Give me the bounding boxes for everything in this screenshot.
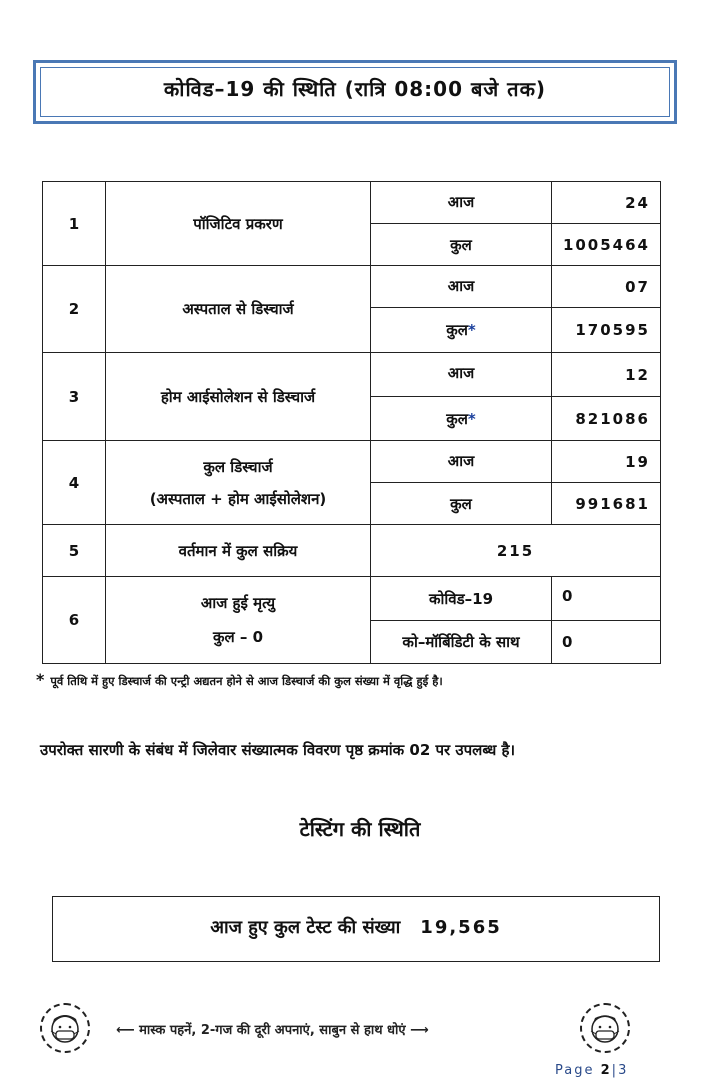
table-row (43, 441, 661, 483)
total-label-cell (371, 308, 552, 353)
page-prefix: Page (555, 1063, 595, 1078)
today-label: आज (371, 266, 552, 308)
table-row (43, 182, 661, 224)
page-current: 2 (600, 1063, 612, 1078)
row-label: पॉजिटिव प्रकरण (106, 182, 371, 266)
row-label: वर्तमान में कुल सक्रिय (106, 525, 371, 577)
row-number: 6 (43, 577, 106, 664)
asterisk-mark: * (467, 409, 476, 428)
row-label-line1: कुल डिस्चार्ज (203, 457, 273, 476)
masked-face-icon (40, 1003, 90, 1053)
page-number (555, 1063, 628, 1078)
today-label: आज (371, 182, 552, 224)
covid-death-label: कोविड–19 (371, 577, 552, 621)
covid-death-value: 0 (552, 577, 661, 621)
active-value: 215 (371, 525, 661, 577)
footnote-text: पूर्व तिथि में हुए डिस्चार्ज की एन्ट्री अद्यतन होने से आज डिस्चार्ज की कुल संख्या में वृद्धि हुई है। (50, 674, 443, 688)
footnote-asterisk: * (36, 670, 45, 689)
comorbidity-death-value: 0 (552, 621, 661, 664)
row-label-line2: (अस्पताल + होम आईसोलेशन) (149, 489, 327, 508)
row-number: 5 (43, 525, 106, 577)
row-label-line2: कुल – 0 (212, 628, 264, 646)
tests-value: 19,565 (420, 917, 502, 938)
row-number: 1 (43, 182, 106, 266)
table-row (43, 266, 661, 308)
today-value: 12 (552, 353, 661, 397)
page-title: कोविड–19 की स्थिति (रात्रि 08:00 बजे तक) (163, 77, 547, 101)
tests-label: आज हुए कुल टेस्ट की संख्या (210, 917, 401, 938)
tests-line (53, 915, 659, 939)
row-number: 4 (43, 441, 106, 525)
total-value: 821086 (552, 397, 661, 441)
page-separator: | (611, 1063, 619, 1078)
row-label: अस्पताल से डिस्चार्ज (106, 266, 371, 353)
covid-status-table (42, 181, 661, 664)
table-row (43, 353, 661, 397)
today-value: 19 (552, 441, 661, 483)
today-value: 07 (552, 266, 661, 308)
total-label: कुल (371, 483, 552, 525)
table-row (43, 577, 661, 621)
comorbidity-death-label: को–मॉर्बिडिटी के साथ (371, 621, 552, 664)
row-number: 2 (43, 266, 106, 353)
row-label-line1: आज हुई मृत्यु (200, 594, 276, 612)
total-value: 1005464 (552, 224, 661, 266)
footnote (36, 670, 443, 689)
total-value: 170595 (552, 308, 661, 353)
table-row (43, 525, 661, 577)
today-label: आज (371, 353, 552, 397)
reference-line: उपरोक्त सारणी के संबंध में जिलेवार संख्यात्मक विवरण पृष्ठ क्रमांक 02 पर उपलब्ध है। (40, 741, 516, 759)
total-label: कुल (446, 409, 468, 428)
row-number: 3 (43, 353, 106, 441)
safety-banner-text: ⟵ मास्क पहनें, 2-गज की दूरी अपनाएं, साबुन से हाथ धोएं ⟶ (116, 1023, 429, 1038)
total-label: कुल (446, 321, 468, 339)
row-label-cell (106, 577, 371, 664)
today-value: 24 (552, 182, 661, 224)
page-total: 3 (618, 1063, 629, 1078)
asterisk-mark: * (467, 321, 476, 339)
row-label-cell (106, 441, 371, 525)
masked-face-icon (580, 1003, 630, 1053)
tests-box (52, 896, 660, 962)
masked-face-icon (42, 1005, 88, 1051)
testing-heading: टेस्टिंग की स्थिति (299, 817, 421, 841)
masked-face-icon (582, 1005, 628, 1051)
total-label-cell (371, 397, 552, 441)
today-label: आज (371, 441, 552, 483)
title-box (33, 60, 677, 124)
total-label: कुल (371, 224, 552, 266)
total-value: 991681 (552, 483, 661, 525)
row-label: होम आईसोलेशन से डिस्चार्ज (106, 353, 371, 441)
